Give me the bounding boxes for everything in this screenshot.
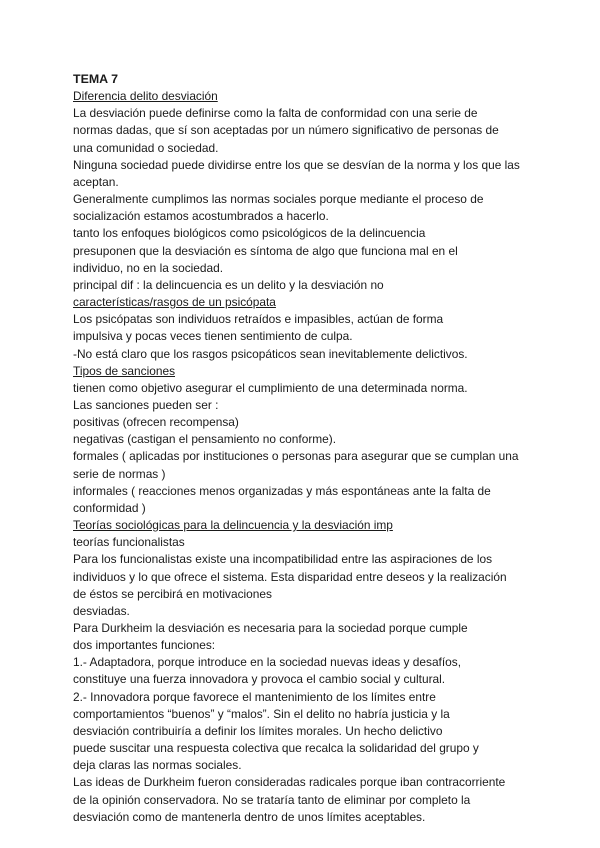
text-line: Generalmente cumplimos las normas sociales porque mediante el proceso de [73,192,484,207]
text-line: principal dif : la delincuencia es un delito y la desviación no [73,277,384,292]
text-line: aceptan. [73,174,119,189]
text-line: de éstos se percibirá en motivaciones [73,586,272,601]
text-line: Ninguna sociedad puede dividirse entre los que se desvían de la norma y los que las [73,157,520,172]
text-line: negativas (castigan el pensamiento no conforme). [73,432,337,447]
text-line: una comunidad o sociedad. [73,140,219,155]
text-line: Para los funcionalistas existe una incompatibilidad entre las aspiraciones de los [73,552,493,567]
document-page [73,71,593,826]
text-line: -No está claro que los rasgos psicopáticos sean inevitablemente delictivos. [73,346,468,361]
text-line: Las ideas de Durkheim fueron consideradas radicales porque iban contracorriente [73,775,506,790]
text-line: informales ( reacciones menos organizadas y más espontáneas ante la falta de [73,483,491,498]
text-line: impulsiva y pocas veces tienen sentimiento de culpa. [73,329,353,344]
text-line: tienen como objetivo asegurar el cumplimiento de una determinada norma. [73,380,468,395]
text-line: comportamientos “buenos” y “malos”. Sin el delito no habría justicia y la [73,706,450,721]
text-line: desviadas. [73,603,130,618]
text-line: desviación como de mantenerla dentro de unos límites aceptables. [73,809,426,824]
text-line: 2.- Innovadora porque favorece el mantenimiento de los límites entre [73,689,436,704]
text-line: Para Durkheim la desviación es necesaria para la sociedad porque cumple [73,621,468,635]
text-line: individuos y lo que ofrece el sistema. Esta disparidad entre deseos y la realización [73,569,507,584]
text-line: serie de normas ) [73,466,166,481]
section-heading: Tipos de sanciones [73,363,176,378]
text-line: La desviación puede definirse como la falta de conformidad con una serie de [73,106,478,121]
text-line: presuponen que la desviación es síntoma de algo que funciona mal en el [73,243,458,258]
text-line: Las sanciones pueden ser : [73,397,219,412]
section-heading: características/rasgos de un psicópata [73,295,276,310]
text-line: positivas (ofrecen recompensa) [73,415,239,430]
text-line: tanto los enfoques biológicos como psicológicos de la delincuencia [73,226,426,241]
text-line: individuo, no en la sociedad. [73,260,224,275]
section-heading: Diferencia delito desviación [73,89,218,104]
text-line: constituye una fuerza innovadora y provoca el cambio social y cultural. [73,672,446,687]
text-line: desviación contribuiría a definir los límites morales. Un hecho delictivo [73,723,443,738]
text-line: deja claras las normas sociales. [73,758,242,773]
section-heading: Teorías sociológicas para la delincuencia y la desviación imp [73,518,393,533]
document-title: TEMA 7 [73,72,118,86]
text-line: Los psicópatas son individuos retraídos e impasibles, actúan de forma [73,312,444,327]
text-line: conformidad ) [73,500,146,515]
text-line: puede suscitar una respuesta colectiva que recalca la solidaridad del grupo y [73,741,479,756]
text-line: 1.- Adaptadora, porque introduce en la sociedad nuevas ideas y desafíos, [73,655,462,670]
text-line: dos importantes funciones: [73,638,216,653]
text-line: socialización estamos acostumbrados a hacerlo. [73,209,329,224]
text-line: normas dadas, que sí son aceptadas por un número significativo de personas de [73,123,499,138]
text-line: formales ( aplicadas por instituciones o personas para asegurar que se cumplan una [73,449,519,464]
text-line: de la opinión conservadora. No se trataría tanto de eliminar por completo la [73,792,471,807]
text-line: teorías funcionalistas [73,535,185,550]
